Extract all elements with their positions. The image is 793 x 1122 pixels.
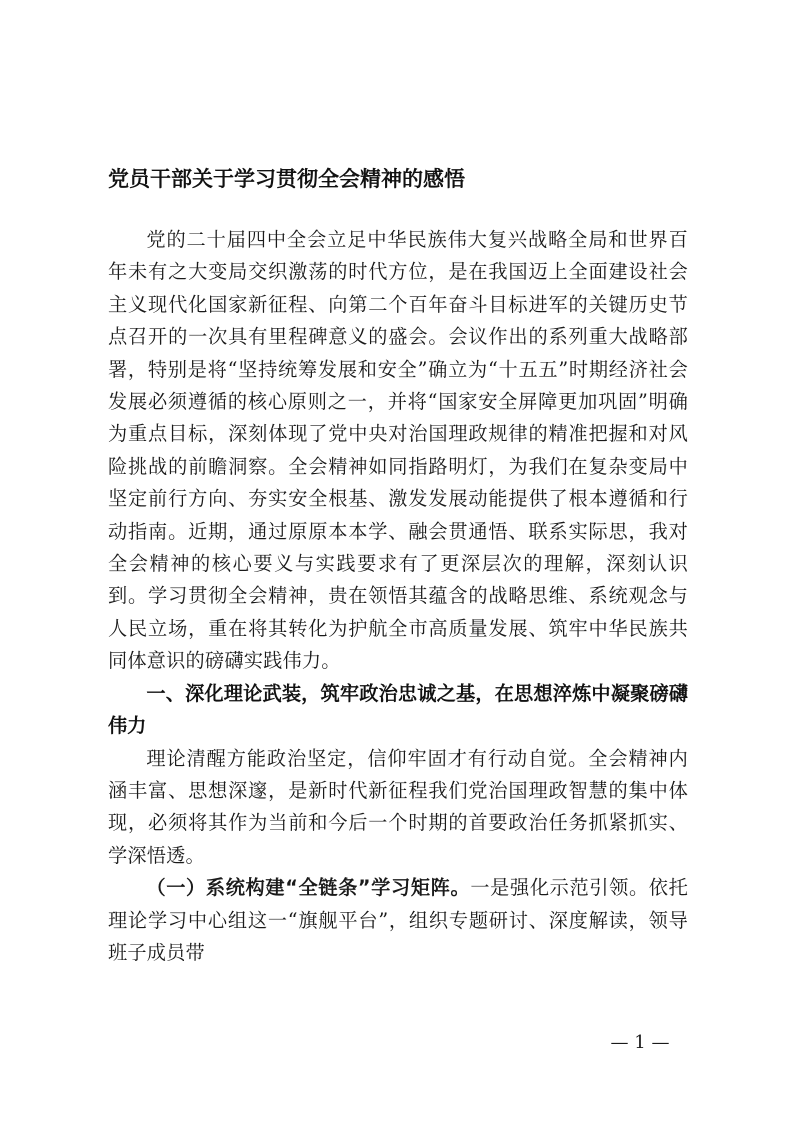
document-title: 党员干部关于学习贯彻全会精神的感悟 — [108, 167, 465, 191]
section-paragraph: 理论清醒方能政治坚定，信仰牢固才有行动自觉。全会精神内涵丰富、思想深邃，是新时代新征程我们党治国理政智慧的集中体现，必须将其作为当前和今后一个时期的首要政治任务抓紧抓实、学深悟透。 — [108, 746, 688, 867]
page-number: — 1 — — [610, 1032, 670, 1053]
document-body — [108, 224, 688, 969]
subsection-text: 一是强化示范引领。依托理论学习中心组这一“旗舰平台”，组织专题研讨、深度解读，领导班子成员带 — [108, 876, 688, 964]
subsection-heading: （一）系统构建“全链条”学习矩阵。 — [146, 876, 471, 900]
section-heading: 一、深化理论武装，筑牢政治忠诚之基，在思想淬炼中凝聚磅礴伟力 — [108, 681, 688, 738]
subsection-paragraph — [108, 872, 688, 969]
intro-paragraph: 党的二十届四中全会立足中华民族伟大复兴战略全局和世界百年未有之大变局交织激荡的时代方位，是在我国迈上全面建设社会主义现代化国家新征程、向第二个百年奋斗目标进军的关键历史节点召开的一次具有里程碑意义的盛会。会议作出的系列重大战略部署，特别是将“坚持统筹发展和安全”确立为“十五五”时期经济社会发展必须遵循的核心原则之一，并将“国家安全屏障更加巩固”明确为重点目标，深刻体现了党中央对治国理政规律的精准把握和对风险挑战的前瞻洞察。全会精神如同指路明灯，为我们在复杂变局中坚定前行方向、夯实安全根基、激发发展动能提供了根本遵循和行动指南。近期，通过原原本本学、融会贯通悟、联系实际思，我对全会精神的核心要义与实践要求有了更深层次的理解，深刻认识到。学习贯彻全会精神，贵在领悟其蕴含的战略思维、系统观念与人民立场，重在将其转化为护航全市高质量发展、筑牢中华民族共同体意识的磅礴实践伟力。 — [108, 228, 688, 673]
